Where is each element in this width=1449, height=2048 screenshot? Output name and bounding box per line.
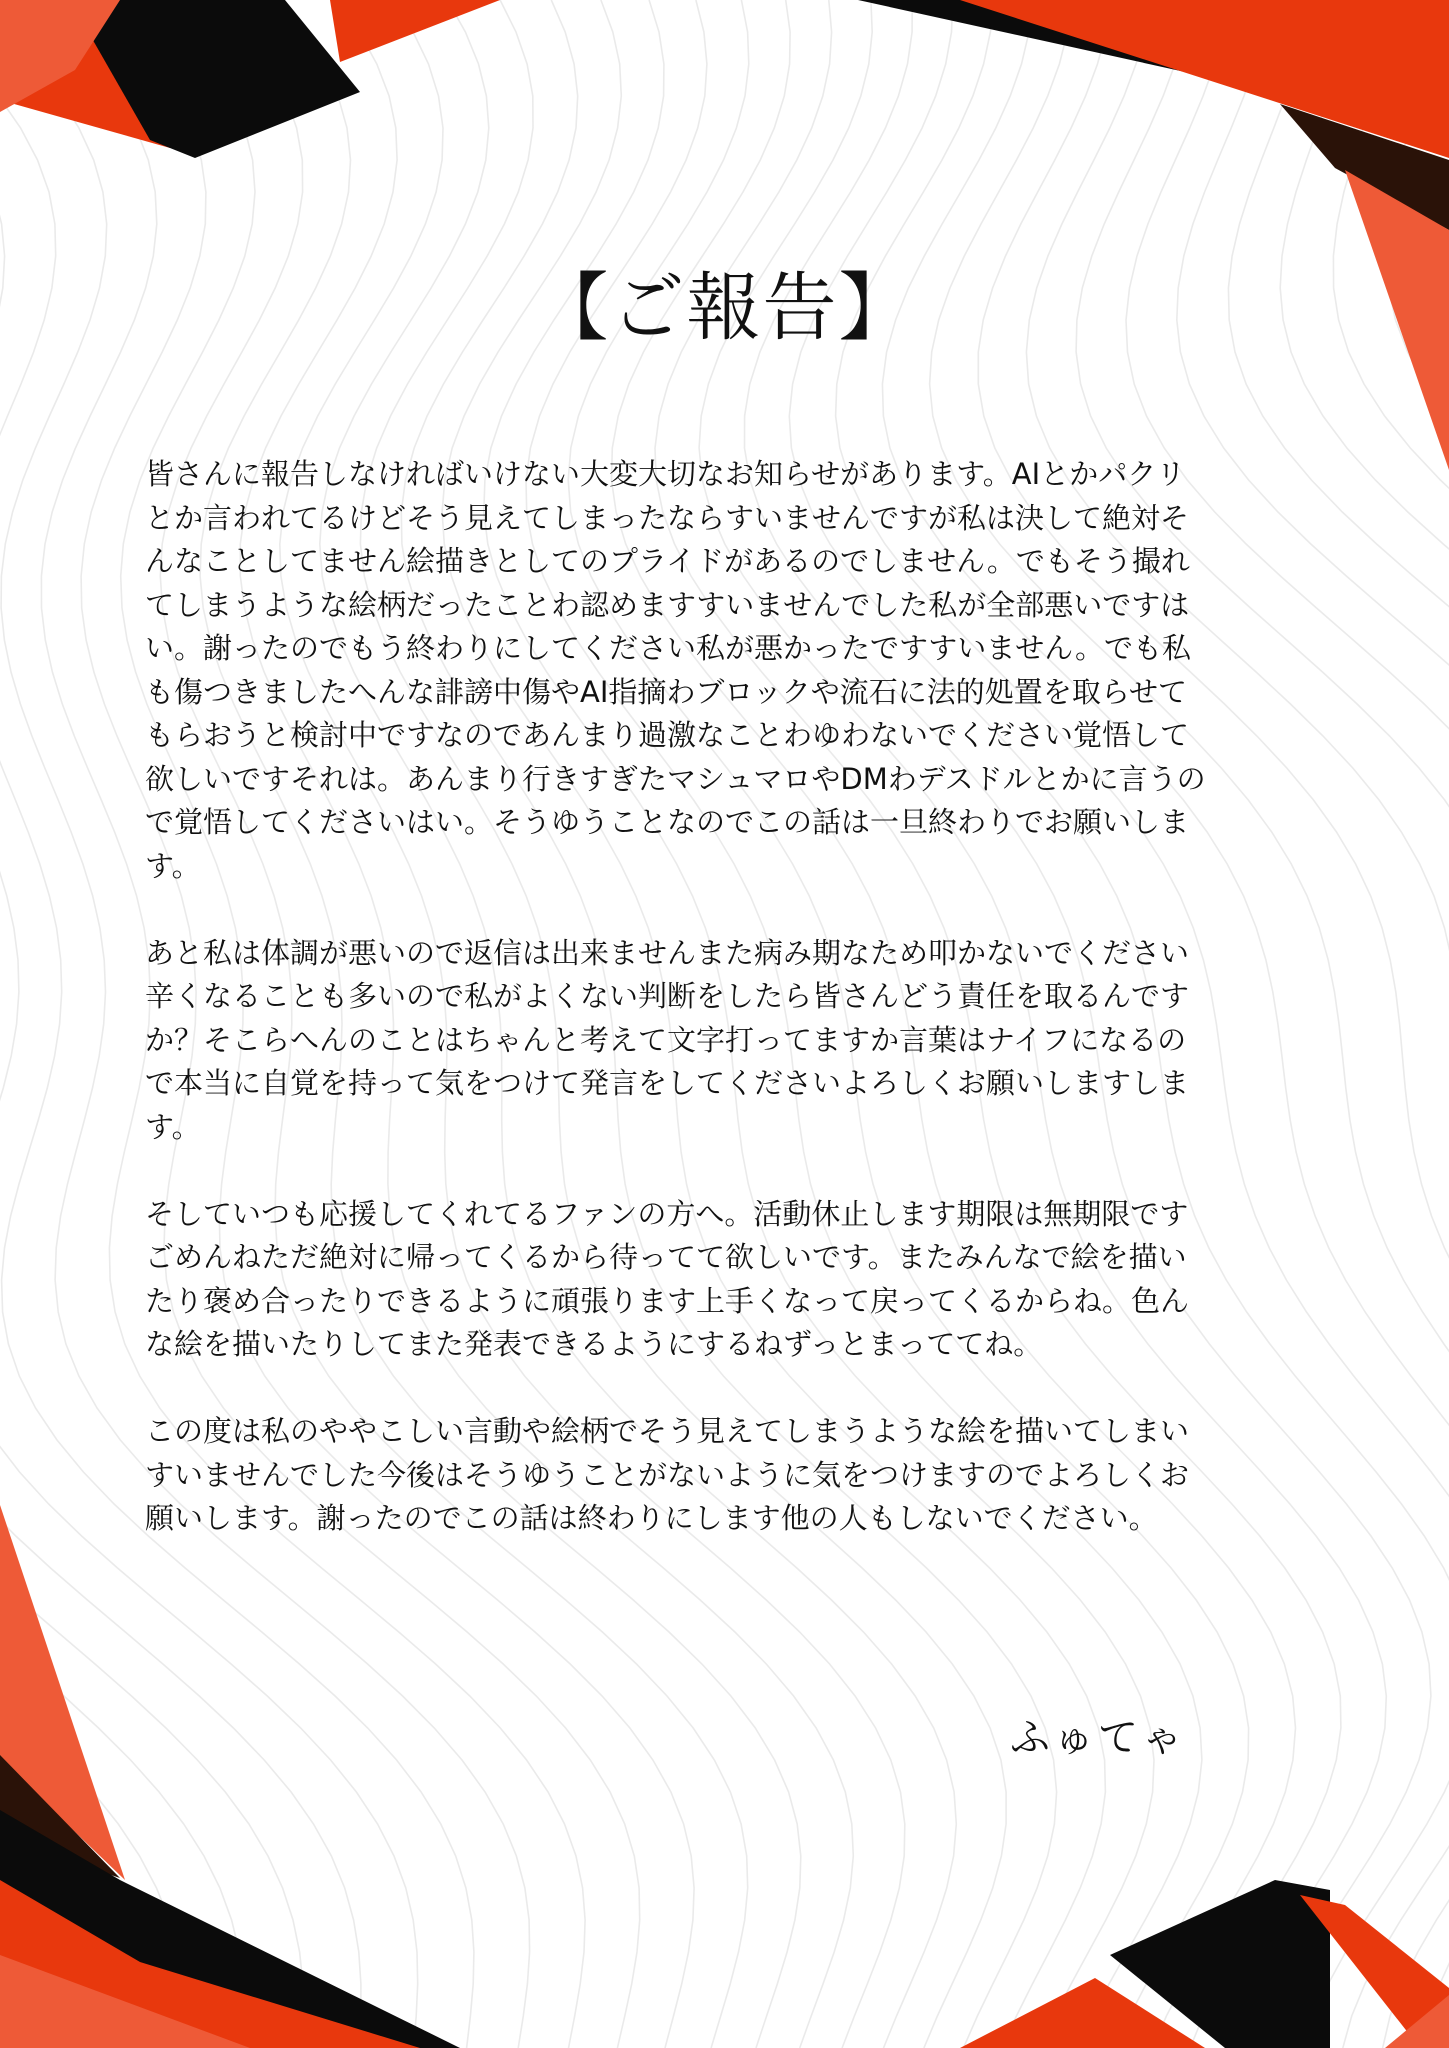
paragraph-line: で本当に自覚を持って気をつけて発言をしてくださいよろしくお願いしますしま [145,1066,1190,1100]
paragraph-line: も傷つきましたへんな誹謗中傷やAI指摘わブロックや流石に法的処置を取らせて [145,674,1187,709]
bottom-right-decoration [960,1880,1449,2048]
top-left-decoration [0,0,500,158]
letter-body [145,453,1305,1584]
paragraph-line: 願いします。謝ったのでこの話は終わりにします他の人もしないでください。 [145,1501,1158,1535]
paragraph-line: すいませんでした今後はそうゆうことがないように気をつけますのでよろしくお [145,1457,1190,1492]
paragraph-line: か？そこらへんのことはちゃんと考えて文字打ってますか言葉はナイフになるの [145,1022,1187,1057]
paragraph-line: あと私は体調が悪いので返信は出来ませんまた病み期なため叩かないでください [145,935,1190,970]
paragraph-line: たり褒め合ったりできるように頑張ります上手くなって戻ってくるからね。色ん [145,1283,1190,1318]
signature: ふゅてゃ [1010,1715,1186,1761]
paragraph [145,1410,1305,1541]
paragraph [145,932,1305,1150]
paragraph-line: てしまうような絵柄だったことわ認めますすいませんでした私が全部悪いですは [145,587,1190,622]
paragraph-line: んなことしてません絵描きとしてのプライドがあるのでしません。でもそう撮れ [145,544,1190,578]
paragraph-line: 辛くなることも多いので私がよくない判断をしたら皆さんどう責任を取るんです [145,979,1190,1013]
paragraph-line: す。 [145,848,201,883]
paragraph-line: す。 [145,1109,201,1144]
paragraph-line: この度は私のややこしい言動や絵柄でそう見えてしまうような絵を描いてしまい [145,1414,1190,1448]
paragraph-line: ごめんねただ絶対に帰ってくるから待ってて欲しいです。またみんなで絵を描い [145,1240,1187,1274]
paragraph-line: い。謝ったのでもう終わりにしてください私が悪かったですすいません。でも私 [145,631,1192,665]
top-right-decoration [858,0,1449,470]
paragraph-line: で覚悟してくださいはい。そうゆうことなのでこの話は一旦終わりでお願いしま [145,805,1190,839]
paragraph-line: とか言われてるけどそう見えてしまったならすいませんですが私は決して絶対そ [145,500,1190,535]
paragraph [145,453,1305,888]
paragraph-line: 皆さんに報告しなければいけない大変大切なお知らせがあります。AIとかパクリ [145,457,1186,491]
paragraph [145,1193,1305,1367]
bottom-left-decoration [0,1505,460,2048]
page-title: 【ご報告】 [534,265,915,351]
paragraph-line: そしていつも応援してくれてるファンの方へ。活動休止します期限は無期限です [145,1196,1189,1231]
paragraph-line: な絵を描いたりしてまた発表できるようにするねずっとまっててね。 [145,1327,1043,1361]
paragraph-line: 欲しいですそれは。あんまり行きすぎたマシュマロやDMわデスドルとかに言うの [145,761,1206,796]
paragraph-line: もらおうと検討中ですなのであんまり過激なことわゆわないでください覚悟して [145,718,1190,752]
